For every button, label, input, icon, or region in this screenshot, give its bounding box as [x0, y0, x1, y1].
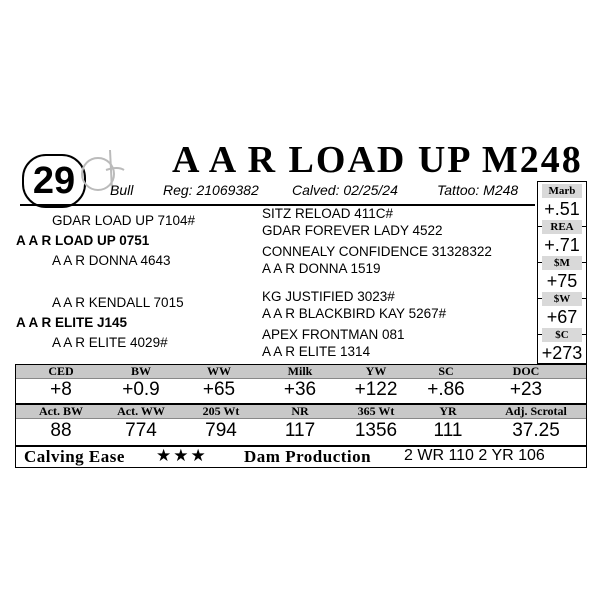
- actuals-header: Act. WW: [117, 404, 165, 418]
- epd-header: WW: [207, 364, 231, 378]
- stat-label: $M: [542, 256, 582, 270]
- stat-value: +67: [546, 307, 578, 327]
- actual-value-ww: 774: [125, 420, 157, 441]
- epd-value-ced: +8: [50, 379, 72, 400]
- actuals-header: 205 Wt: [202, 404, 240, 418]
- pedigree-sdd: A A R DONNA 1519: [262, 261, 381, 276]
- pedigree-dds: APEX FRONTMAN 081: [262, 327, 405, 342]
- pedigree-sire-sire: GDAR LOAD UP 7104#: [52, 213, 196, 228]
- actuals-header: Act. BW: [39, 404, 83, 418]
- calving-ease-stars-icon: ★★★: [156, 446, 208, 465]
- pedigree-dam: A A R ELITE J145: [16, 315, 128, 330]
- pedigree-sire-dam: A A R DONNA 4643: [52, 253, 171, 268]
- pedigree-sds: CONNEALY CONFIDENCE 31328322: [262, 244, 492, 259]
- actuals-header: NR: [291, 404, 309, 418]
- epd-header: BW: [130, 364, 151, 378]
- value-indexes-panel: [537, 181, 587, 364]
- pedigree-dsd: A A R BLACKBIRD KAY 5267#: [262, 306, 447, 321]
- registration-number: Reg: 21069382: [163, 182, 259, 198]
- epd-value-bw: +0.9: [122, 379, 160, 400]
- pedigree-dam-sire: A A R KENDALL 7015: [52, 295, 184, 310]
- pedigree-sss: SITZ RELOAD 411C#: [262, 206, 394, 221]
- stat-label: Marb: [542, 184, 582, 198]
- pedigree-dam-dam: A A R ELITE 4029#: [52, 335, 168, 350]
- pedigree-ssd: GDAR FOREVER LADY 4522: [262, 223, 443, 238]
- epd-header: DOC: [512, 364, 540, 378]
- stat-value: +.51: [544, 199, 580, 219]
- actuals-header: 365 Wt: [357, 404, 395, 418]
- epd-value-ww: +65: [202, 379, 236, 400]
- dam-production-values: 2 WR 110 2 YR 106: [404, 447, 545, 464]
- actual-value-bw: 88: [50, 420, 72, 441]
- stat-value: +75: [546, 271, 578, 291]
- calving-ease-label: Calving Ease: [24, 447, 125, 466]
- stat-dollar-c: [538, 326, 586, 362]
- epd-value-doc: +23: [509, 379, 543, 400]
- stat-label: REA: [542, 220, 582, 234]
- tattoo: Tattoo: M248: [437, 182, 519, 198]
- epd-table: [15, 364, 587, 446]
- epd-value-sc: +.86: [427, 379, 465, 400]
- animal-name: A A R LOAD UP M248: [172, 139, 583, 181]
- epd-value-milk: +36: [283, 379, 317, 400]
- epd-header: CED: [48, 364, 74, 378]
- epd-header: SC: [438, 364, 454, 378]
- epd-header: Milk: [287, 364, 313, 378]
- dam-production-label: Dam Production: [244, 447, 372, 466]
- stat-value: +.71: [544, 235, 580, 255]
- sex-label: Bull: [110, 182, 134, 198]
- actuals-header: YR: [439, 404, 457, 418]
- pedigree-sire: A A R LOAD UP 0751: [16, 233, 150, 248]
- pedigree-ddd: A A R ELITE 1314: [262, 344, 371, 359]
- calved-date: Calved: 02/25/24: [292, 182, 398, 198]
- stat-value: +273: [541, 343, 583, 363]
- actual-value-scrotal: 37.25: [512, 420, 560, 441]
- actual-value-365wt: 1356: [354, 420, 398, 441]
- epd-header: YW: [365, 364, 387, 378]
- actual-value-yr: 111: [433, 420, 463, 441]
- actual-value-205wt: 794: [205, 420, 237, 441]
- cutoff-footnote: [15, 468, 585, 474]
- stat-label: $W: [542, 292, 582, 306]
- stat-label: $C: [542, 328, 582, 342]
- lot-number: 29: [32, 159, 76, 202]
- pedigree-dss: KG JUSTIFIED 3023#: [262, 289, 395, 304]
- footer-bar: [15, 446, 587, 468]
- actual-value-nr: 117: [284, 420, 316, 441]
- actuals-header: Adj. Scrotal: [505, 404, 567, 418]
- epd-value-yw: +122: [354, 379, 398, 400]
